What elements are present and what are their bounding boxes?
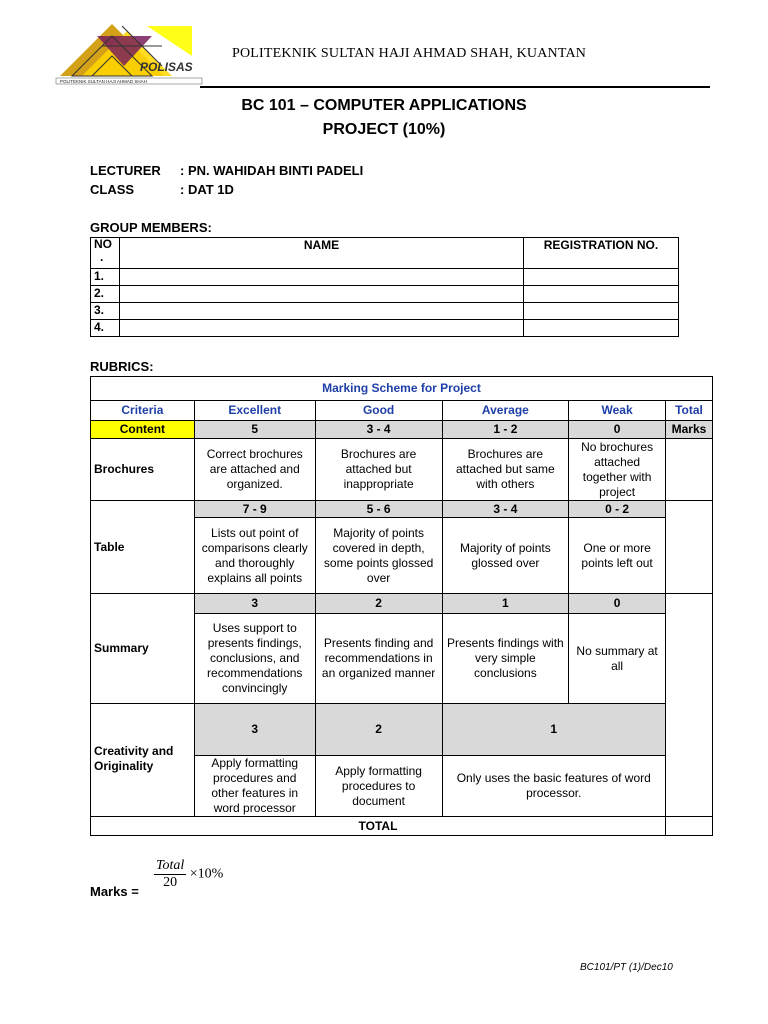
- document-title: BC 101 – COMPUTER APPLICATIONS: [241, 97, 527, 114]
- row-number: 2.: [91, 286, 120, 303]
- rubric-title: Marking Scheme for Project: [91, 377, 713, 401]
- description-cell: One or more points left out: [569, 518, 666, 594]
- formula-numerator: Total: [156, 858, 185, 873]
- header-good: Good: [315, 401, 442, 421]
- score-cell: 5: [194, 421, 315, 439]
- header-total: Total: [665, 401, 712, 421]
- rubric-title-row: [91, 377, 713, 401]
- description-cell: Majority of points glossed over: [442, 518, 569, 594]
- summary-score-row: [91, 594, 713, 614]
- grand-total-cell[interactable]: [665, 817, 712, 836]
- brochures-row: [91, 439, 713, 501]
- description-cell: Only uses the basic features of word processor.: [442, 756, 665, 817]
- name-cell[interactable]: [120, 286, 524, 303]
- marks-label: Marks: [665, 421, 712, 439]
- col-header-name: NAME: [120, 238, 524, 269]
- score-cell: 0: [569, 594, 666, 614]
- class-value: : DAT 1D: [180, 182, 234, 197]
- institution-name: POLITEKNIK SULTAN HAJI AHMAD SHAH, KUANTAN: [232, 46, 587, 61]
- header-criteria: Criteria: [91, 401, 195, 421]
- class-label: CLASS: [90, 182, 135, 197]
- score-cell: 3: [194, 704, 315, 756]
- score-cell: 3 - 4: [315, 421, 442, 439]
- row-number: 1.: [91, 269, 120, 286]
- score-cell: 3: [194, 594, 315, 614]
- group-members-table: [90, 237, 679, 337]
- registration-cell[interactable]: [524, 303, 679, 320]
- col-header-registration: REGISTRATION NO.: [524, 238, 679, 269]
- description-cell: Apply formatting procedures to document: [315, 756, 442, 817]
- total-cell[interactable]: [665, 439, 712, 501]
- score-cell: 7 - 9: [194, 501, 315, 518]
- criteria-brochures: Brochures: [91, 439, 195, 501]
- name-cell[interactable]: [120, 269, 524, 286]
- rubrics-label: RUBRICS:: [90, 359, 154, 374]
- table-row: [91, 303, 679, 320]
- score-cell: 1: [442, 704, 665, 756]
- polisas-logo: [52, 16, 204, 90]
- score-cell: 3 - 4: [442, 501, 569, 518]
- total-row: [91, 817, 713, 836]
- content-score-row: [91, 421, 713, 439]
- description-cell: No summary at all: [569, 614, 666, 704]
- formula-multiplier: ×10%: [189, 866, 224, 882]
- creativity-score-row: [91, 704, 713, 756]
- description-cell: Apply formatting procedures and other features in word processor: [194, 756, 315, 817]
- group-members-label: GROUP MEMBERS:: [90, 220, 212, 235]
- table-header-row: [91, 238, 679, 269]
- content-label: Content: [91, 421, 195, 439]
- name-cell[interactable]: [120, 303, 524, 320]
- total-cell[interactable]: [665, 594, 712, 817]
- score-cell: 0 - 2: [569, 501, 666, 518]
- criteria-table: Table: [91, 501, 195, 594]
- table-row: [91, 269, 679, 286]
- footer-code: BC101/PT (1)/Dec10: [580, 962, 673, 973]
- name-cell[interactable]: [120, 320, 524, 337]
- description-cell: No brochures attached together with project: [569, 439, 666, 501]
- registration-cell[interactable]: [524, 269, 679, 286]
- description-cell: Uses support to presents findings, conclusions, and recommendations convincingly: [194, 614, 315, 704]
- criteria-summary: Summary: [91, 594, 195, 704]
- description-cell: Brochures are attached but same with others: [442, 439, 569, 501]
- header-divider: [200, 86, 710, 88]
- row-number: 3.: [91, 303, 120, 320]
- score-cell: 5 - 6: [315, 501, 442, 518]
- table-row: [91, 286, 679, 303]
- score-cell: 2: [315, 704, 442, 756]
- rubric-header-row: [91, 401, 713, 421]
- document-subtitle: PROJECT (10%): [322, 121, 446, 138]
- header-weak: Weak: [569, 401, 666, 421]
- registration-cell[interactable]: [524, 320, 679, 337]
- svg-text:POLISAS: POLISAS: [140, 60, 193, 74]
- description-cell: Majority of points covered in depth, some points glossed over: [315, 518, 442, 594]
- score-cell: 1 - 2: [442, 421, 569, 439]
- description-cell: Presents findings with very simple conclusions: [442, 614, 569, 704]
- description-cell: Presents finding and recommendations in an organized manner: [315, 614, 442, 704]
- registration-cell[interactable]: [524, 286, 679, 303]
- rubric-table: [90, 376, 713, 836]
- score-cell: 1: [442, 594, 569, 614]
- table-row: [91, 320, 679, 337]
- description-cell: Brochures are attached but inappropriate: [315, 439, 442, 501]
- lecturer-value: : PN. WAHIDAH BINTI PADELI: [180, 163, 364, 178]
- criteria-creativity: Creativity and Originality: [91, 704, 195, 817]
- marks-label: Marks =: [90, 884, 139, 899]
- description-cell: Correct brochures are attached and organized.: [194, 439, 315, 501]
- marks-formula: [154, 858, 223, 891]
- table-score-row: [91, 501, 713, 518]
- total-label: TOTAL: [91, 817, 666, 836]
- lecturer-label: LECTURER: [90, 163, 161, 178]
- header-average: Average: [442, 401, 569, 421]
- description-cell: Lists out point of comparisons clearly and thoroughly explains all points: [194, 518, 315, 594]
- score-cell: 2: [315, 594, 442, 614]
- row-number: 4.: [91, 320, 120, 337]
- total-cell[interactable]: [665, 501, 712, 594]
- svg-text:POLITEKNIK SULTAN HAJI AHMAD S: POLITEKNIK SULTAN HAJI AHMAD SHAH: [60, 79, 147, 84]
- header-excellent: Excellent: [194, 401, 315, 421]
- col-header-no: NO .: [91, 238, 120, 269]
- formula-denominator: 20: [163, 875, 178, 890]
- score-cell: 0: [569, 421, 666, 439]
